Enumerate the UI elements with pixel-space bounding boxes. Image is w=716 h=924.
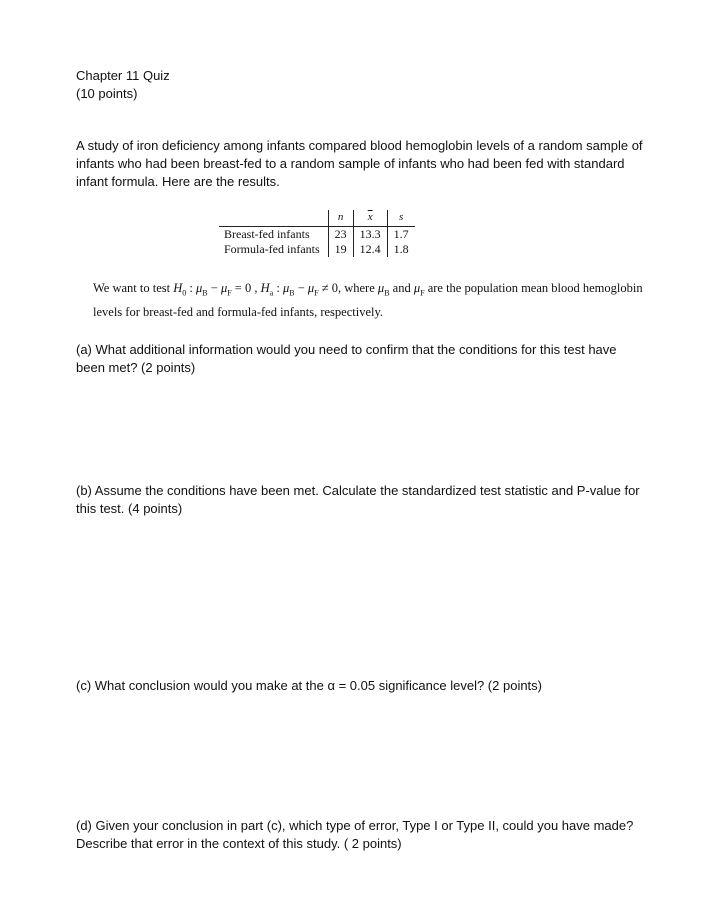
hypothesis-formula: $H_0$ : $\mu_B - \mu_F = 0$ , $H_a$ : $\mu_B - \mu_F \ne 0$ — [173, 281, 338, 298]
header-mean — [353, 210, 387, 227]
table-row — [219, 227, 415, 243]
hypothesis-and: and — [392, 281, 411, 295]
cell-sd: 1.7 — [387, 227, 415, 243]
cell-mean: 12.4 — [353, 242, 387, 257]
quiz-header — [76, 67, 170, 103]
question-c: (c) What conclusion would you make at the α = 0.05 significance level? (2 points) — [76, 678, 543, 693]
header-n: n — [328, 210, 353, 227]
quiz-title: Chapter 11 Quiz — [76, 68, 170, 83]
cell-sd: 1.8 — [387, 242, 415, 257]
row-label: Breast-fed infants — [224, 227, 310, 241]
question-d: (d) Given your conclusion in part (c), which type of error, Type I or Type II, could you have made? Describe that error in the context of this study. ( 2 points) — [76, 818, 634, 851]
results-table — [219, 210, 415, 257]
hypothesis-lead: We want to test — [93, 281, 171, 295]
hypothesis-where: , where — [337, 281, 375, 295]
table-row — [219, 242, 415, 257]
cell-mean: 13.3 — [353, 227, 387, 243]
question-a: (a) What additional information would you need to confirm that the conditions for this test have been met? (2 points) — [76, 342, 617, 375]
table-corner — [219, 210, 328, 227]
quiz-points: (10 points) — [76, 86, 138, 101]
cell-n: 19 — [328, 242, 353, 257]
header-mean-symbol: $\overline{x}$ — [367, 211, 373, 223]
hypothesis-tail: are the population mean blood hemoglobin levels for breast-fed and formula-fed infants, respectively. — [93, 281, 643, 319]
question-b: (b) Assume the conditions have been met. Calculate the standardized test statistic and P-value for this test. (4 points) — [76, 483, 640, 516]
header-sd: s — [387, 210, 415, 227]
hypothesis-statement: We want to test $H_0$ : $\mu_B - \mu_F = 0$ , $H_a$ : $\mu_B - \mu_F \ne 0$, where $\mu_B$ and $\mu_F$ are the population mean blood hemoglobin levels for breast-fed and formula-fed infants, respectively. — [93, 281, 643, 319]
cell-n: 23 — [328, 227, 353, 243]
intro-paragraph: A study of iron deficiency among infants compared blood hemoglobin levels of a random sample of infants who had been breast-fed to a random sample of infants who had been fed with standard infant formula. Here are the results. — [76, 138, 643, 189]
row-label: Formula-fed infants — [224, 242, 320, 256]
